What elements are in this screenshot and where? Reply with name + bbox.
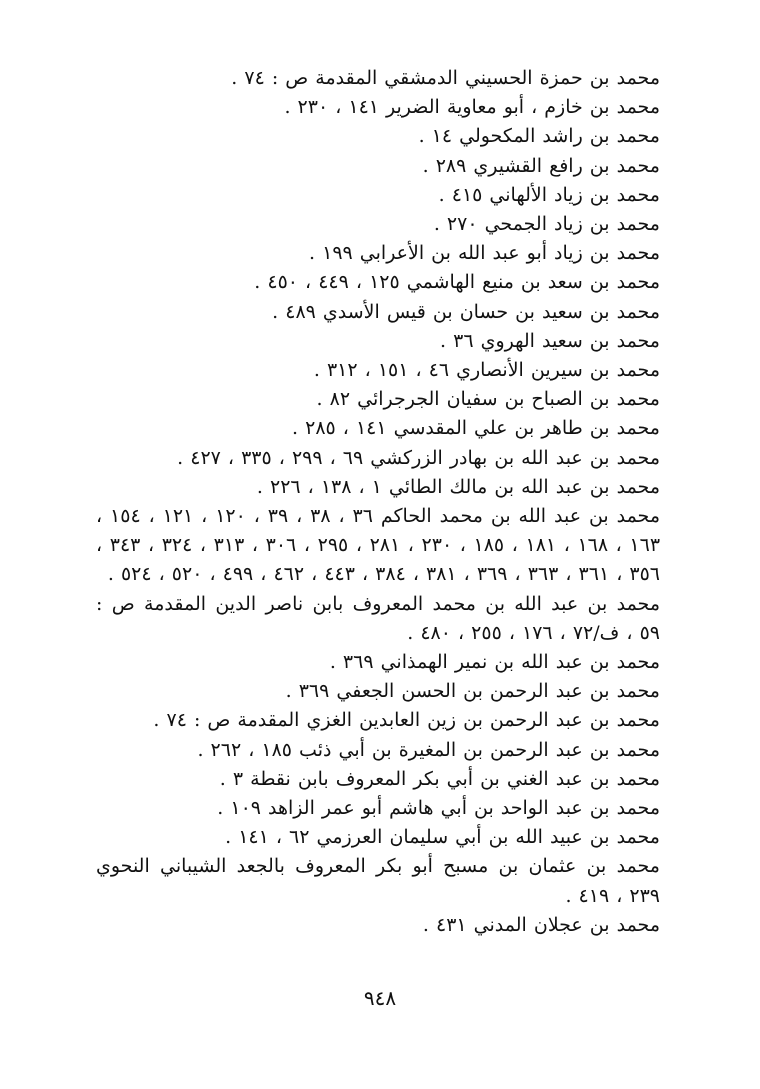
index-entry: محمد بن سعد بن منيع الهاشمي ١٢٥ ، ٤٤٩ ، ٤٥٠ . [254, 271, 660, 294]
index-page [96, 64, 660, 940]
index-entry: محمد بن عبد الرحمن بن الحسن الجعفي ٣٦٩ . [285, 680, 660, 703]
index-entry: محمد بن عجلان المدني ٤٣١ . [422, 913, 660, 936]
page-number: ٩٤٨ [363, 986, 397, 1010]
index-entry: محمد بن زياد الجمحي ٢٧٠ . [433, 213, 660, 236]
index-entry: محمد بن عبد الله بن بهادر الزركشي ٦٩ ، ٢٩٩ ، ٣٣٥ ، ٤٢٧ . [177, 446, 660, 469]
index-entry: محمد بن عبد الغني بن أبي بكر المعروف بابن نقطة ٣ . [219, 767, 660, 790]
index-entry: محمد بن سعيد الهروي ٣٦ . [440, 329, 660, 352]
index-entry: محمد بن عبد الواحد بن أبي هاشم أبو عمر الزاهد ١٠٩ . [217, 797, 660, 820]
index-entry: محمد بن عثمان بن مسبح أبو بكر المعروف بالجعد الشيباني النحوي ٢٣٩ ، ٤١٩ . [96, 855, 660, 907]
index-entry: محمد بن خازم ، أبو معاوية الضرير ١٤١ ، ٢٣٠ . [284, 96, 660, 119]
index-entry: محمد بن حمزة الحسيني الدمشقي المقدمة ص : ٧٤ . [231, 67, 660, 89]
index-entry: محمد بن طاهر بن علي المقدسي ١٤١ ، ٢٨٥ . [292, 417, 660, 440]
index-entry: محمد بن عبد الله بن محمد الحاكم ٣٦ ، ٣٨ ، ٣٩ ، ١٢٠ ، ١٢١ ، ١٥٤ ، ١٦٣ ، ١٦٨ ، ١٨١ ، ١٨٥ ، ٢٣٠ ، ٢٨١ ، ٢٩٥ ، ٣٠٦ ، ٣١٣ ، ٣٢٤ ، ٣٤٣ ، ٣٥٦ ، ٣٦١ ، ٣٦٣ ، ٣٦٩ ، ٣٨١ ، ٣٨٤ ، ٤٤٣ ، ٤٦٢ ، ٤٩٩ ، ٥٢٠ ، ٥٢٤ . [96, 505, 661, 586]
index-entry-list [96, 64, 660, 940]
index-entry: محمد بن رافع القشيري ٢٨٩ . [422, 154, 660, 177]
index-entry: محمد بن سعيد بن حسان بن قيس الأسدي ٤٨٩ . [272, 300, 660, 323]
index-entry: محمد بن راشد المكحولي ١٤ . [418, 125, 660, 148]
index-entry: محمد بن عبد الرحمن بن المغيرة بن أبي ذئب ١٨٥ ، ٢٦٢ . [197, 738, 660, 761]
index-entry: محمد بن سيرين الأنصاري ٤٦ ، ١٥١ ، ٣١٢ . [313, 359, 660, 382]
index-entry: محمد بن عبد الرحمن بن زين العابدين الغزي المقدمة ص : ٧٤ . [153, 709, 660, 732]
index-entry: محمد بن عبد الله بن محمد المعروف بابن ناصر الدين المقدمة ص : ٥٩ ، ف/٧٢ ، ١٧٦ ، ٢٥٥ ، ٤٨٠ . [96, 592, 660, 644]
index-entry: محمد بن زياد الألهاني ٤١٥ . [438, 183, 660, 206]
index-entry: محمد بن عبد الله بن مالك الطائي ١ ، ١٣٨ ، ٢٢٦ . [256, 475, 660, 498]
index-entry: محمد بن عبيد الله بن أبي سليمان العرزمي ٦٢ ، ١٤١ . [225, 826, 660, 849]
index-entry: محمد بن الصباح بن سفيان الجرجرائي ٨٢ . [316, 388, 660, 411]
index-entry: محمد بن عبد الله بن نمير الهمذاني ٣٦٩ . [329, 651, 660, 674]
index-entry: محمد بن زياد أبو عبد الله بن الأعرابي ١٩٩ . [309, 242, 660, 265]
